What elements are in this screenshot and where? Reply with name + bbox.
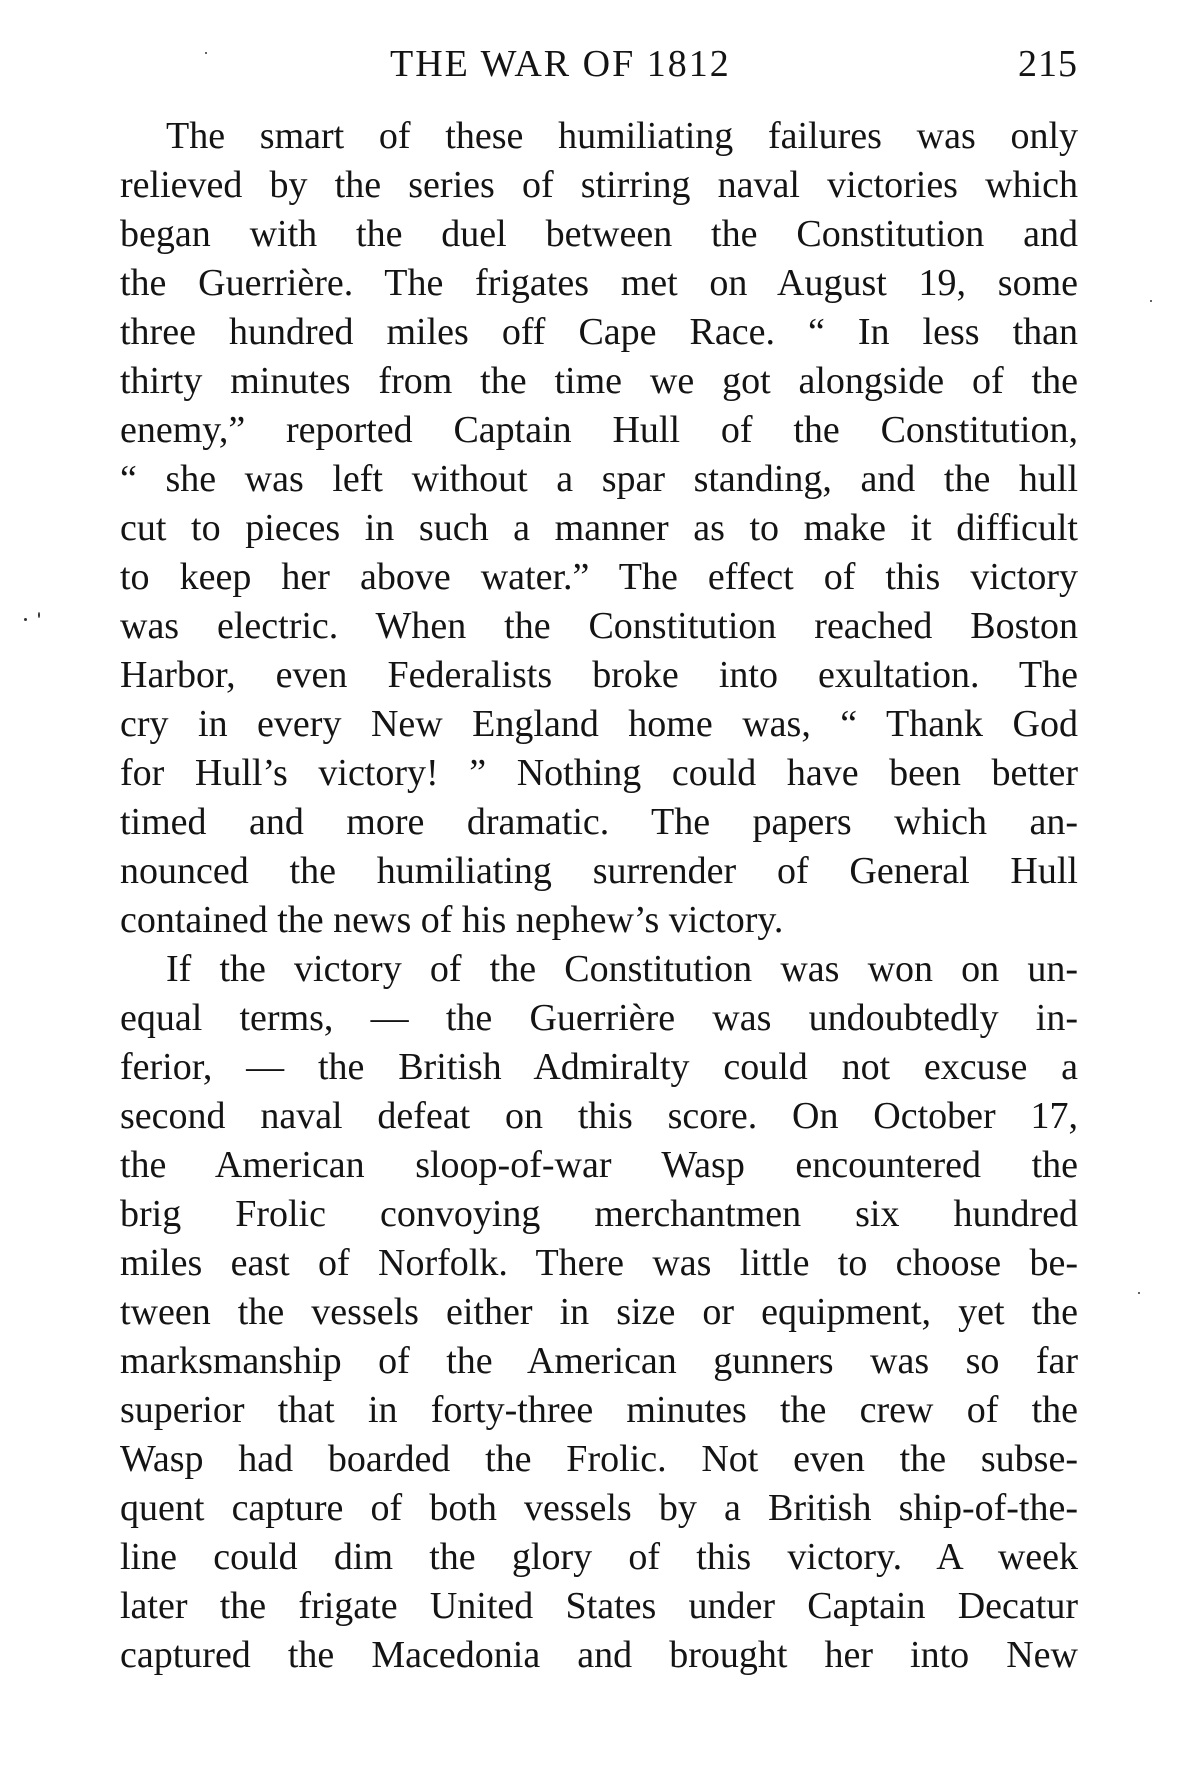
scan-speck [1138,1292,1140,1294]
body-text [120,112,1078,1680]
text-line: for Hull’s victory! ” Nothing could have been better [120,752,1078,794]
page-number: 215 [1018,43,1078,85]
scan-speck [1150,300,1152,302]
paragraph-2 [120,945,1078,1680]
text-line: brig Frolic convoying merchantmen six hundred [120,1193,1078,1235]
text-line: contained the news of his nephew’s victory. [120,899,784,941]
scan-speck [205,52,207,54]
text-line: marksmanship of the American gunners was so far [120,1340,1078,1382]
text-line: nounced the humiliating surrender of General Hull [120,850,1078,892]
text-line: The smart of these humiliating failures was only [166,115,1078,157]
paragraph-1 [120,112,1078,945]
text-line: timed and more dramatic. The papers which an- [120,801,1078,843]
text-line: captured the Macedonia and brought her into New [120,1634,1078,1676]
text-line: Harbor, even Federalists broke into exultation. The [120,654,1078,696]
text-line: cut to pieces in such a manner as to make it difficult [120,507,1078,549]
scan-speck [24,618,27,621]
text-line: the American sloop-of-war Wasp encountered the [120,1144,1078,1186]
text-line: tween the vessels either in size or equipment, yet the [120,1291,1078,1333]
scan-speck [38,612,40,618]
text-line: the Guerrière. The frigates met on August 19, some [120,262,1078,304]
text-line: ferior, — the British Admiralty could not excuse a [120,1046,1078,1088]
text-line: thirty minutes from the time we got alongside of the [120,360,1078,402]
text-line: three hundred miles off Cape Race. “ In less than [120,311,1078,353]
text-line: began with the duel between the Constitution and [120,213,1078,255]
text-line: second naval defeat on this score. On October 17, [120,1095,1078,1137]
text-line: enemy,” reported Captain Hull of the Constitution, [120,409,1078,451]
text-line: If the victory of the Constitution was won on un- [166,948,1078,990]
text-line: equal terms, — the Guerrière was undoubtedly in- [120,997,1078,1039]
text-line: superior that in forty-three minutes the crew of the [120,1389,1078,1431]
text-line: Wasp had boarded the Frolic. Not even the subse- [120,1438,1078,1480]
text-line: line could dim the glory of this victory. A week [120,1536,1078,1578]
text-line: miles east of Norfolk. There was little to choose be- [120,1242,1078,1284]
text-line: quent capture of both vessels by a British ship-of-the- [120,1487,1078,1529]
text-line: “ she was left without a spar standing, and the hull [120,458,1078,500]
running-header [120,42,1078,90]
text-line: cry in every New England home was, “ Thank God [120,703,1078,745]
text-line: was electric. When the Constitution reached Boston [120,605,1078,647]
text-line: to keep her above water.” The effect of this victory [120,556,1078,598]
text-line: relieved by the series of stirring naval victories which [120,164,1078,206]
running-title: THE WAR OF 1812 [390,43,731,85]
text-line: later the frigate United States under Captain Decatur [120,1585,1078,1627]
